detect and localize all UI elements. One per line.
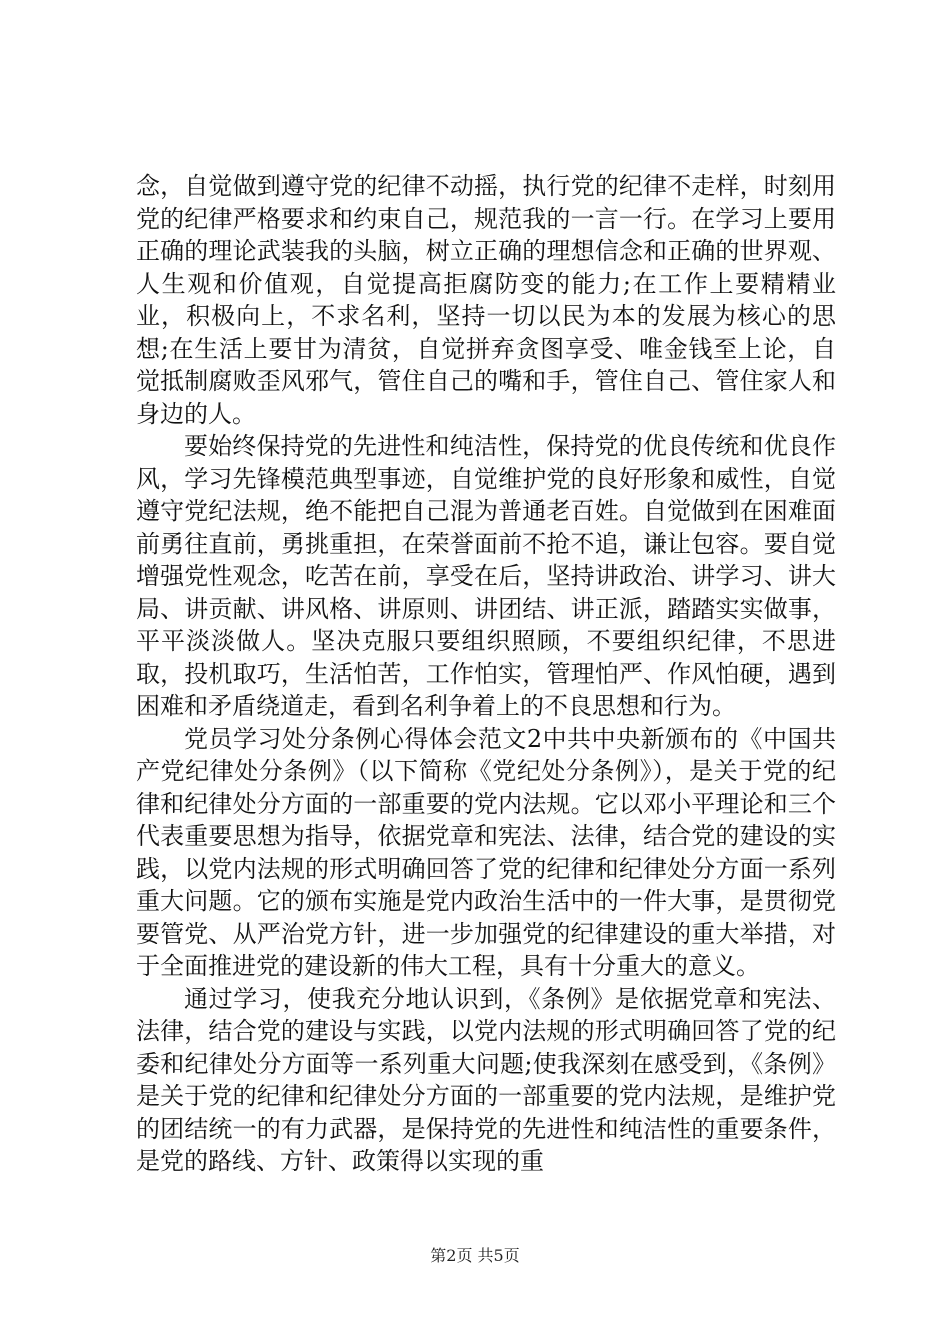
paragraph: 党员学习处分条例心得体会范文2中共中央新颁布的《中国共产党纪律处分条例》（以下简称《党纪处分条例》），是关于党的纪律和纪律处分方面的一部重要的党内法规。它以邓小平理论和三个代表重要思想为指导，依据党章和宪法、法律，结合党的建设的实践，以党内法规的形式明确回答了党的纪律和纪律处分方面一系列重大问题。它的颁布实施是党内政治生活中的一件大事，是贯彻党要管党、从严治党方针，进一步加强党的纪律建设的重大举措，对于全面推进党的建设新的伟大工程，具有十分重大的意义。 [136, 724, 836, 980]
paragraph: 要始终保持党的先进性和纯洁性，保持党的优良传统和优良作风，学习先锋模范典型事迹，自觉维护党的良好形象和威性，自觉遵守党纪法规，绝不能把自己混为普通老百姓。自觉做到在困难面前勇往直前，勇挑重担，在荣誉面前不抢不追，谦让包容。要自觉增强党性观念，吃苦在前，享受在后，坚持讲政治、讲学习、讲大局、讲贡献、讲风格、讲原则、讲团结、讲正派，踏踏实实做事，平平淡淡做人。坚决克服只要组织照顾，不要组织纪律，不思进取，投机取巧，生活怕苦，工作怕实，管理怕严、作风怕硬，遇到困难和矛盾绕道走，看到名利争着上的不良思想和行为。 [136, 432, 836, 720]
paragraph: 通过学习，使我充分地认识到，《条例》是依据党章和宪法、法律，结合党的建设与实践，以党内法规的形式明确回答了党的纪委和纪律处分方面等一系列重大问题;使我深刻在感受到，《条例》是关于党的纪律和纪律处分方面的一部重要的党内法规，是维护党的团结统一的有力武器，是保持党的先进性和纯洁性的重要条件，是党的路线、方针、政策得以实现的重 [136, 984, 836, 1175]
page-number-footer: 第2页 共5页 [430, 1246, 520, 1265]
paragraph-continued: 念，自觉做到遵守党的纪律不动摇，执行党的纪律不走样，时刻用党的纪律严格要求和约束自己，规范我的一言一行。在学习上要用正确的理论武装我的头脑，树立正确的理想信念和正确的世界观、人生观和价值观，自觉提高拒腐防变的能力;在工作上要精精业业，积极向上，不求名利，坚持一切以民为本的发展为核心的思想;在生活上要甘为清贫，自觉拼弃贪图享受、唯金钱至上论，自觉抵制腐败歪风邪气，管住自己的嘴和手，管住自己、管住家人和身边的人。 [136, 172, 836, 428]
document-body [136, 170, 836, 1178]
